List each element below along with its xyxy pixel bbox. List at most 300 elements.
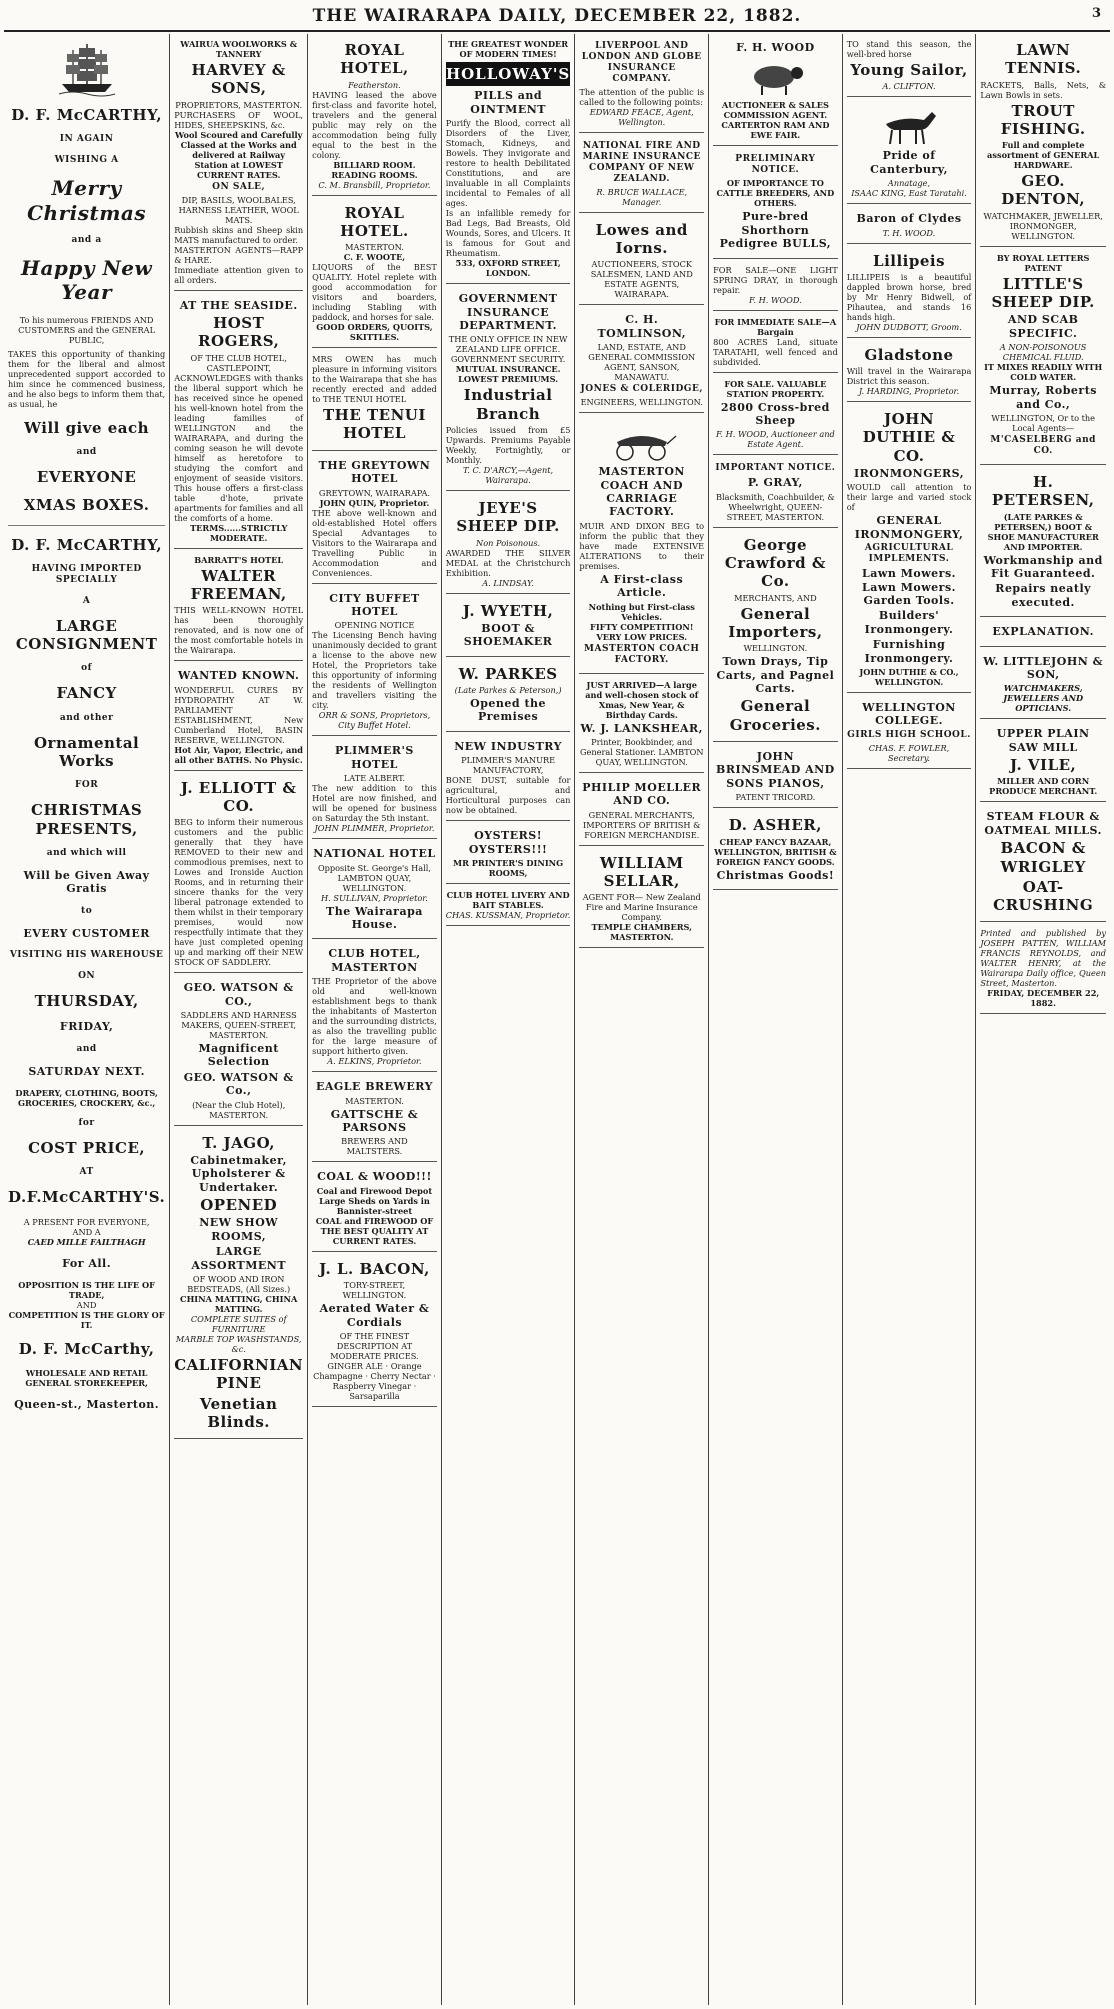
ad-heading: FIFTY COMPETITION! — [590, 621, 694, 632]
ad-title: Pride of Canterbury, — [870, 149, 948, 176]
mccarthy-line: LARGE CONSIGNMENT — [15, 616, 158, 654]
ad-baron — [847, 207, 972, 243]
ad-subtitle: AGENT FOR— New Zealand Fire and Marine Insurance Company. — [582, 892, 701, 923]
ad-heading: Nothing but First-class Vehicles. — [588, 601, 695, 622]
ad-heading: Lawn Mowers. Lawn Mowers. Garden Tools. — [862, 567, 956, 607]
ad-title: CLUB HOTEL LIVERY AND BAIT STABLES. — [446, 889, 570, 910]
ad-signature: EDWARD FEACE, Agent, Wellington. — [589, 106, 694, 127]
ad-heading: General Importers, — [728, 604, 823, 641]
ad-body: THE Proprietor of the above old and well-known establishment begs to thank the inhabitants of Masterton and the surrounding districts, as also the travelling public for the large measure of support hitherto given. — [312, 976, 437, 1057]
mccarthy-line: A PRESENT FOR EVERYONE, — [23, 1216, 150, 1227]
ad-signature: JOHN DUTHIE & CO., WELLINGTON. — [859, 667, 959, 687]
ad-signature: T. H. WOOD. — [882, 227, 936, 238]
ad-subtitle: WELLINGTON, Or to the Local Agents— — [991, 413, 1096, 433]
mccarthy-line: HAVING IMPORTED SPECIALLY — [31, 563, 142, 585]
ad-heading: CARTERTON RAM AND EWE FAIR. — [721, 120, 830, 141]
ad-steam-mills — [980, 805, 1106, 922]
sheep-icon — [740, 57, 810, 97]
mccarthy-line: AND A — [72, 1226, 101, 1237]
ad-title: Gladstone — [864, 345, 954, 364]
ad-heading: NEW SHOW ROOMS, — [199, 1216, 279, 1243]
mccarthy-line: of — [81, 663, 93, 674]
ad-heading: IT MIXES READILY WITH COLD WATER. — [984, 362, 1103, 383]
ad-body: OF WOOD AND IRON BEDSTEADS, (All Sizes.) — [187, 1274, 291, 1295]
ad-greytown — [312, 454, 437, 584]
ad-subtitle: BARRATT'S HOTEL — [194, 554, 284, 565]
ad-heading: The Wairarapa House. — [326, 904, 423, 932]
ad-body: Purify the Blood, correct all Disorders of the Liver, Stomach, Kidneys, and Bowels. They invigorate and restore to health Debilitated Constitutions, and are invaluable in all Complaints incidental to Females of all ages. — [445, 118, 571, 209]
ad-explanation — [980, 620, 1106, 646]
mccarthy-line: and which will — [46, 847, 127, 858]
ad-heading: Builders' Ironmongery. — [864, 609, 954, 636]
ad-subtitle: WATCHMAKERS, JEWELLERS AND OPTICIANS. — [1003, 683, 1084, 714]
ad-title: JEYE'S SHEEP DIP. — [456, 498, 560, 536]
mccarthy-line: FOR — [75, 780, 99, 791]
ad-subtitle: (Late Parkes & Peterson,) — [454, 684, 562, 695]
ad-title: THE TENUI HOTEL — [323, 406, 426, 443]
ad-title: GATTSCHE & PARSONS — [330, 1107, 419, 1135]
ad-subtitle: Full and complete assortment of GENERAL HARDWARE. — [987, 140, 1100, 171]
ad-title: CITY BUFFET HOTEL — [329, 591, 420, 618]
ad-plimmers — [312, 739, 437, 839]
column-6 — [709, 34, 843, 2005]
ad-subtitle: Cabinetmaker, Upholsterer & Undertaker. — [190, 1153, 287, 1194]
ad-heading: AT THE SEASIDE. — [179, 298, 298, 312]
horse-icon — [874, 106, 944, 146]
ad-national — [312, 842, 437, 939]
ad-title: P. GRAY, — [747, 476, 803, 490]
ad-heading: Pure-bred Shorthorn Pedigree BULLS, — [719, 210, 832, 251]
ad-young-sailor — [847, 36, 972, 97]
ad-body: AWARDED THE SILVER MEDAL at the Christchurch Exhibition. — [445, 547, 571, 578]
ad-sellar — [579, 849, 704, 949]
mccarthy-line: and — [76, 447, 97, 458]
ad-heading: Magnificent Selection — [198, 1041, 279, 1069]
ad-heading: ON SALE, — [212, 181, 266, 192]
ad-heading: MR PRINTER'S DINING ROOMS, — [453, 857, 564, 878]
ad-title: OAT-CRUSHING — [993, 877, 1094, 915]
ad-body: The attention of the public is called to the following points: — [579, 86, 705, 107]
ad-tomlinson — [579, 308, 704, 413]
ad-lawn-tennis — [980, 36, 1106, 247]
ad-body: BONE DUST, suitable for agricultural, and Horticultural purposes can now be obtained. — [445, 775, 571, 816]
ad-geo-watson — [174, 976, 303, 1125]
ad-heading: BILLIARD ROOM. READING ROOMS. — [331, 159, 418, 180]
ad-heading: 2800 Cross-bred Sheep — [720, 400, 830, 427]
ad-address: TEMPLE CHAMBERS, MASTERTON. — [591, 922, 692, 943]
ad-subtitle: MERCHANTS, AND — [734, 592, 817, 603]
ad-subtitle: CHEAP FANCY BAZAAR, WELLINGTON, BRITISH & FOREIGN FANCY GOODS. — [714, 836, 837, 867]
ad-body: LILLIPEIS is a beautiful dappled brown horse, bred by Mr Henry Bidwell, of Pihautea, and stands 16 hands high. — [846, 271, 972, 322]
ad-crawford — [713, 531, 838, 742]
ad-signature: CHAS. F. FOWLER, Secretary. — [868, 742, 950, 763]
ad-heading: Industrial Branch — [463, 386, 553, 423]
ad-signature: A. CLIFTON. — [882, 81, 936, 92]
imprint-text: Printed and published by JOSEPH PATTEN, WILLIAM FRANCIS REYNOLDS, and WALTER HENRY, at the Wairarapa Daily office, Queen Street, Masterton. — [980, 928, 1106, 989]
ad-title: F. H. WOOD — [736, 41, 815, 54]
ad-heading: MUTUAL INSURANCE. LOWEST PREMIUMS. — [455, 364, 561, 385]
ad-subtitle: PATENT TRICORD. — [735, 792, 816, 803]
ad-subtitle: MILLER AND CORN PRODUCE MERCHANT. — [989, 776, 1098, 797]
ad-signature: J. HARDING, Proprietor. — [858, 386, 960, 397]
mccarthy-line: Will give each — [24, 418, 150, 437]
ad-body: Will travel in the Wairarapa District this season. — [846, 366, 972, 387]
ad-title: MASTERTON COACH AND CARRIAGE FACTORY. — [598, 465, 685, 519]
ad-lillipeis — [847, 247, 972, 338]
ad-title: Young Sailor, — [850, 61, 968, 79]
ad-host-rogers — [174, 294, 303, 549]
ad-body: MRS OWEN has much pleasure in informing visitors to the Wairarapa that she has recently erected and added to THE TENUI HOTEL — [312, 354, 437, 405]
ad-title: GEO. DENTON, — [1001, 172, 1086, 209]
ad-body: DIP, BASILS, WOOLBALES, HARNESS LEATHER, WOOL MATS. — [178, 194, 299, 225]
ad-subtitle: A NON-POISONOUS CHEMICAL FLUID. — [999, 342, 1087, 363]
ad-wanted-known — [174, 664, 303, 770]
page-number: 3 — [1091, 6, 1102, 21]
column-3 — [308, 34, 442, 2005]
ad-signature: JOHN PLIMMER, Proprietor. — [314, 823, 435, 834]
divider — [8, 525, 165, 526]
ad-body: The Licensing Bench having unanimously decided to grant a license to the above new Hotel, the Proprietors take this opportunity of informing the residents of Wellington and travellers visiting the city. — [312, 630, 437, 711]
ad-title: NATIONAL HOTEL — [313, 847, 436, 861]
ad-heading: Town Drays, Tip Carts, and Pagnel Carts. — [716, 655, 835, 696]
ad-subtitle: Featherston. — [348, 79, 401, 90]
ad-heading: COMPLETE SUITES of FURNITURE — [190, 1314, 287, 1335]
mccarthy-line: AT — [79, 1167, 94, 1178]
ad-subtitle: LAND, ESTATE, AND GENERAL COMMISSION AGENT, SANSON, MANAWATU. — [588, 342, 696, 383]
ad-title: EAGLE BREWERY — [315, 1080, 433, 1094]
ad-title: NEW INDUSTRY — [454, 739, 562, 753]
ad-subtitle: AUCTIONEER & SALES COMMISSION AGENT. — [721, 100, 829, 121]
ad-body: WOULD call attention to their large and varied stock of — [846, 482, 972, 513]
mccarthy-line: IN AGAIN — [59, 134, 114, 145]
mccarthy-line: EVERY CUSTOMER — [23, 926, 150, 940]
ad-body: ACKNOWLEDGES with thanks the liberal support which he has received since he opened his well-known hotel from the leading families of WELLINGTON and the WAIRARAPA, and during the coming season he will devote himself as heretofore to studying the comfort and enjoyment of seaside visitors. This house offers a first-class table d'hote, private apartments for families and all the comforts of a home. — [174, 372, 304, 523]
ad-liverpool — [579, 36, 704, 133]
ad-jago — [174, 1129, 303, 1440]
ad-header: BY ROYAL LETTERS PATENT — [996, 252, 1090, 273]
ad-new-industry — [446, 735, 571, 821]
ad-lankshear — [579, 677, 704, 773]
ad-body: RACKETS, Balls, Nets, & Lawn Bowls in sets. — [980, 79, 1106, 100]
ad-subtitle: BOOT & SHOEMAKER — [463, 621, 553, 649]
ad-title: WILLIAM SELLAR, — [599, 853, 684, 891]
columns — [4, 34, 1110, 2005]
ad-title: TROUT FISHING. — [1000, 101, 1086, 138]
ad-heading: COAL and FIREWOOD OF THE BEST QUALITY AT CURRENT RATES. — [315, 1215, 434, 1246]
xmas-boxes: XMAS BOXES. — [23, 496, 150, 515]
ad-body: Hot Air, Vapor, Electric, and all other BATHS. No Physic. — [174, 744, 303, 765]
mccarthy-line: CAED MILLE FAILTHAGH — [27, 1236, 146, 1247]
mccarthy-line: A — [82, 595, 91, 606]
ad-signature: F. H. WOOD, Auctioneer and Estate Agent. — [716, 429, 835, 450]
ad-saw-mill — [980, 722, 1106, 802]
ad-heading: MARBLE TOP WASHSTANDS, &c. — [175, 1334, 302, 1355]
mccarthy-line: ON — [78, 970, 96, 981]
ad-body: BEG to inform their numerous customers and the public generally that they have REMOVED to their new and commodious premises, next to Lowes and Ironside Auction Rooms, and in returning their sincere thanks for the very liberal patronage extended to them whilst in their temporary premises, would now respectfully intimate that they have just completed opening up and marking off their NEW STOCK OF SADDLERY. — [174, 817, 304, 968]
ad-body: THE above well-known and old-established Hotel offers Special Advantages to Visitors to the Wairarapa and Travelling Public in Accommodation and Conveniences. — [312, 507, 437, 578]
mccarthy-line: AND — [76, 1299, 97, 1310]
ad-heading: IMPORTANT NOTICE. — [715, 463, 836, 474]
ad-title: J. VILE, — [1010, 756, 1077, 775]
ad-title: J. ELLIOTT & CO. — [180, 778, 297, 815]
ad-subtitle: AND SCAB SPECIFIC. — [1007, 313, 1079, 340]
ad-duthie — [847, 405, 972, 693]
mccarthy-line: Queen-st., Masterton. — [14, 1398, 160, 1412]
ad-title: C. H. TOMLINSON, — [597, 313, 687, 340]
column-1 — [4, 34, 170, 2005]
ad-subtitle: GENERAL MERCHANTS, IMPORTERS OF BRITISH & FOREIGN MERCHANDISE. — [583, 809, 701, 840]
ad-heading: PRELIMINARY NOTICE. — [735, 154, 816, 176]
ad-title: WALTER FREEMAN, — [190, 566, 287, 603]
column-2 — [170, 34, 308, 2005]
ad-title: PHILIP MOELLER AND CO. — [582, 780, 702, 808]
ad-lowes-iorns — [579, 216, 704, 306]
mccarthy-line: FRIDAY, — [59, 1020, 114, 1034]
ad-title: HOST ROGERS, — [198, 313, 280, 351]
mccarthy-line: Ornamental Works — [33, 733, 140, 770]
ad-asher — [713, 811, 838, 890]
ad-heading: General Groceries. — [729, 697, 821, 734]
ad-subtitle: (Near the Club Hotel), MASTERTON. — [192, 1099, 286, 1120]
ad-heading: UPPER PLAIN SAW MILL — [996, 727, 1090, 754]
column-8 — [976, 34, 1110, 2005]
ad-heading: Opened the Premises — [470, 696, 547, 724]
masthead-rule — [4, 30, 1110, 32]
ad-title: George Crawford & Co. — [724, 535, 826, 591]
ad-subtitle: WELLINGTON. — [743, 643, 808, 654]
ad-title: LAWN TENNIS. — [1005, 41, 1082, 78]
ad-heading: OPENED — [200, 1196, 278, 1215]
ad-title: THE GREYTOWN HOTEL — [318, 458, 431, 486]
ad-body: TO stand this season, the well-bred horse — [846, 39, 972, 59]
ad-signature: C. F. WOOTE, — [343, 252, 406, 263]
ad-title: JOHN DUTHIE & CO. — [862, 410, 956, 465]
ad-preliminary — [713, 149, 838, 258]
ad-jeyes — [446, 494, 571, 594]
ad-heading: PILLS and OINTMENT — [470, 89, 546, 116]
mccarthy-line: COST PRICE, — [28, 1138, 146, 1157]
mccarthy-line: SATURDAY NEXT. — [28, 1064, 145, 1078]
ad-title: D. ASHER, — [728, 816, 822, 835]
ad-subtitle: OF THE CLUB HOTEL, CASTLEPOINT, — [190, 352, 287, 373]
mccarthy-line: For All. — [62, 1256, 112, 1270]
ad-title: ROYAL HOTEL. — [340, 203, 409, 240]
ad-title: PLIMMER'S HOTEL — [335, 744, 414, 771]
ad-coal-wood — [312, 1165, 437, 1251]
ad-subtitle: Annatage, — [887, 178, 931, 189]
ad-body: MASTERTON AGENTS—RAPP & HARE. — [174, 244, 304, 265]
ad-body: 800 ACRES Land, situate TARATAHI, well fenced and subdivided. — [713, 336, 838, 367]
ad-title: JONES & COLERIDGE, — [580, 384, 703, 395]
mccarthy-line: VISITING HIS WAREHOUSE — [9, 949, 164, 960]
ad-body: OF THE FINEST DESCRIPTION AT MODERATE PRICES. — [330, 1330, 419, 1361]
mccarthy-line: D.F.McCARTHY'S. — [8, 1188, 166, 1207]
mccarthy-line: and a — [71, 235, 102, 246]
ad-body: Immediate attention given to all orders. — [174, 264, 304, 285]
ad-title: Lowes and Iorns. — [595, 220, 688, 258]
masthead — [0, 6, 1114, 26]
ad-subtitle: WATCHMAKER, JEWELLER, IRONMONGER, WELLINGTON. — [983, 210, 1103, 241]
imprint — [980, 925, 1106, 1014]
ad-heading: WANTED KNOWN. — [177, 669, 300, 683]
ad-subtitle: Blacksmith, Coachbuilder, & Wheelwright, QUEEN-STREET, MASTERTON. — [716, 491, 835, 522]
ad-city-buffet — [312, 587, 437, 737]
ad-subtitle: OPENING NOTICE — [334, 620, 415, 631]
ad-title: Baron of Clydes — [856, 212, 962, 226]
carriage-icon — [607, 422, 677, 462]
mccarthy-line: to — [81, 905, 93, 916]
ad-spring-dray — [713, 262, 838, 311]
ad-petersen — [980, 468, 1106, 617]
ad-subtitle: TORY-STREET, WELLINGTON. — [342, 1280, 407, 1301]
ad-bargain — [713, 314, 838, 373]
ad-title: CLUB HOTEL, MASTERTON — [328, 947, 421, 974]
ad-subtitle: AUCTIONEERS, STOCK SALESMEN, LAND AND ESTATE AGENTS, WAIRARAPA. — [590, 259, 693, 300]
ad-elliott — [174, 774, 303, 974]
ad-signature: ORR & SONS, Proprietors, City Buffet Hotel. — [318, 710, 431, 731]
ad-wyeth — [446, 597, 571, 657]
ad-heading: OF IMPORTANCE TO CATTLE BREEDERS, AND OTHERS. — [716, 178, 835, 209]
ad-heading: A First-class Article. — [600, 572, 684, 600]
mccarthy-line: DRAPERY, CLOTHING, BOOTS, GROCERIES, CROCKERY, &c., — [15, 1087, 158, 1108]
ad-littlejohn — [980, 650, 1106, 720]
merry-christmas: Merry Christmas — [27, 176, 147, 225]
ad-title: WELLINGTON COLLEGE. — [862, 701, 956, 728]
ad-heading: OYSTERS! OYSTERS!!! — [468, 829, 548, 856]
ad-signature: T. C. D'ARCY,—Agent, Wairarapa. — [463, 464, 554, 485]
ad-title: HARVEY & SONS, — [191, 61, 286, 98]
ad-body: HAVING leased the above first-class and favorite hotel, travelers and the general public may rely on the accommodation being fully equal to the best in the colony. — [312, 89, 437, 160]
mccarthy-line: FANCY — [56, 684, 117, 703]
ad-heading: TERMS......STRICTLY MODERATE. — [190, 522, 288, 543]
ad-tenui — [312, 351, 437, 451]
ad-subtitle: THE ONLY OFFICE IN NEW ZEALAND LIFE OFFICE. GOVERNMENT SECURITY. — [448, 334, 568, 365]
ad-header: WAIRUA WOOLWORKS & TANNERY — [180, 39, 298, 59]
ad-heading: LARGE ASSORTMENT — [191, 1245, 287, 1272]
ad-brinsmead — [713, 745, 838, 808]
ad-title: STEAM FLOUR & OATMEAL MILLS. — [984, 810, 1102, 837]
ad-heading: Christmas Goods! — [716, 868, 835, 882]
ad-walter-freeman — [174, 552, 303, 662]
ad-heading: AGRICULTURAL IMPLEMENTS. — [864, 543, 954, 565]
ad-heading: FOR IMMEDIATE SALE—A Bargain — [714, 316, 837, 337]
mccarthy-line: THURSDAY, — [34, 991, 139, 1010]
mccarthy-line: and other — [59, 712, 114, 723]
ad-title: COAL & WOOD!!! — [317, 1170, 432, 1184]
ad-title: W. LITTLEJOHN & SON, — [983, 654, 1104, 681]
ad-title: NATIONAL FIRE AND MARINE INSURANCE COMPANY OF NEW ZEALAND. — [582, 140, 701, 184]
ad-subtitle: (LATE PARKES & PETERSEN,) BOOT & SHOE MANUFACTURER AND IMPORTER. — [987, 511, 1099, 552]
ad-title: H. PETERSEN, — [991, 472, 1095, 510]
happy-new-year: Happy New Year — [21, 255, 153, 305]
ad-national-fire — [579, 136, 704, 213]
ad-signature: JOHN QUIN, Proprietor. — [319, 497, 430, 508]
ad-signature: A. ELKINS, Proprietor. — [327, 1056, 422, 1067]
ad-subtitle: LATE ALBERT. — [343, 773, 406, 784]
ad-heading: CHINA MATTING, CHINA MATTING. — [180, 1294, 298, 1315]
ad-livery — [446, 887, 571, 926]
mccarthy-line: WHOLESALE AND RETAIL GENERAL STOREKEEPER, — [25, 1368, 148, 1389]
ad-body: FOR SALE—ONE LIGHT SPRING DRAY, in thorough repair. — [713, 264, 838, 295]
ad-body: LIQUORS of the BEST QUALITY. Hotel replete with good accommodation for visitors and boarders, including Stabling with paddock, and horses for sale. — [312, 262, 437, 323]
ad-signature: H. SULLIVAN, Proprietor. — [321, 892, 428, 903]
ad-heading: FOR SALE. VALUABLE STATION PROPERTY. — [724, 378, 827, 399]
ad-title: Lillipeis — [873, 251, 946, 270]
ad-heading: GOOD ORDERS, QUOITS, SKITTLES. — [316, 322, 433, 343]
ship-icon — [57, 40, 117, 96]
ad-heading: GENERAL IRONMONGERY, — [854, 514, 964, 541]
ad-title: J. WYETH, — [462, 601, 554, 620]
ad-signature: JOHN DUDBOTT, Groom. — [856, 321, 962, 332]
ad-heading: Coal and Firewood Depot — [316, 1185, 433, 1196]
ad-subtitle: GREYTOWN, WAIRARAPA. — [318, 487, 431, 498]
ad-parkes — [446, 660, 571, 732]
mccarthy-line: OPPOSITION IS THE LIFE OF TRADE, — [18, 1279, 155, 1300]
ad-heading: Large Sheds on Yards in Bannister-street — [319, 1195, 430, 1216]
ad-signature: M'CASELBERG and CO. — [990, 435, 1096, 456]
ad-subtitle: Opposite St. George's Hall, LAMBTON QUAY, WELLINGTON. — [317, 862, 431, 893]
ad-header: THE GREATEST WONDER OF MODERN TIMES! — [448, 39, 569, 59]
ad-gray — [713, 458, 838, 527]
ad-royal-featherston — [312, 36, 437, 196]
ad-heading: Aerated Water & Cordials — [319, 1302, 430, 1329]
ad-subtitle: IRONMONGERS, — [854, 467, 965, 480]
ad-body: MUIR AND DIXON BEG to inform the public that they have made EXTENSIVE ALTERATIONS to their premises. — [579, 520, 705, 571]
ad-moeller — [579, 776, 704, 846]
ad-heading: Workmanship and Fit Guaranteed. — [983, 553, 1103, 580]
ad-harvey — [174, 36, 303, 291]
ad-title: BACON & WRIGLEY — [1000, 839, 1086, 876]
ad-subtitle: MASTERTON. — [345, 242, 404, 253]
ad-title: JOHN BRINSMEAD AND SONS PIANOS, — [716, 750, 835, 790]
mccarthy-line: CHRISTMAS PRESENTS, — [31, 801, 143, 838]
ad-title: LITTLE'S SHEEP DIP. — [991, 274, 1095, 312]
ad-body: Policies issued from £5 Upwards. Premiums Payable Weekly, Fortnightly, or Monthly. — [445, 424, 571, 465]
ad-title: GOVERNMENT INSURANCE DEPARTMENT. — [458, 292, 558, 332]
ad-signature: R. BRUCE WALLACE, Manager. — [596, 186, 688, 207]
ad-club-hotel — [312, 942, 437, 1072]
mccarthy-name: D. F. McCARTHY, — [11, 106, 163, 124]
ad-body: Rubbish skins and Sheep skin MATS manufactured to order. — [174, 224, 304, 245]
ad-subtitle: PLIMMER'S MANURE MANUFACTORY, — [461, 755, 556, 776]
mccarthy-line: Will be Given Away Gratis — [23, 868, 150, 896]
ad-heading: Repairs neatly executed. — [995, 582, 1092, 609]
ad-body: WONDERFUL CURES BY HYDROPATHY AT W. PARLIAMENT ESTABLISHMENT, New Cumberland Hotel, BASIN RESERVE, WELLINGTON. — [174, 684, 304, 745]
ad-bacon — [312, 1255, 437, 1407]
holloway-banner: HOLLOWAY'S — [446, 62, 571, 86]
imprint-date: FRIDAY, DECEMBER 22, 1882. — [987, 988, 1100, 1009]
ad-littles-dip — [980, 250, 1106, 465]
ad-title: ROYAL HOTEL, — [340, 41, 409, 78]
ad-heading: CALIFORNIAN PINE — [174, 1356, 304, 1393]
ad-subtitle: GIRLS HIGH SCHOOL. — [847, 729, 971, 740]
ad-title: LIVERPOOL AND LONDON AND GLOBE INSURANCE COMPANY. — [581, 41, 702, 84]
ad-body: THIS WELL-KNOWN HOTEL has been thoroughly renovated, and is now one of the most comfortable hotels in the Wairarapa. — [174, 605, 304, 656]
ad-subtitle: Printer, Bookbinder, and General Stationer. LAMBTON QUAY, WELLINGTON. — [579, 736, 704, 767]
ad-body: PURCHASERS OF WOOL, HIDES, SHEEPSKINS, &c. — [174, 109, 304, 130]
ad-oysters — [446, 824, 571, 884]
ad-title: EXPLANATION. — [992, 625, 1094, 639]
column-5 — [575, 34, 709, 2005]
ad-signature: F. H. WOOD. — [749, 294, 802, 305]
ad-title: Murray, Roberts and Co., — [989, 384, 1097, 411]
ad-eagle-brewery — [312, 1075, 437, 1162]
ad-heading: VERY LOW PRICES. — [596, 631, 688, 642]
ad-subtitle: CHAS. KUSSMAN, Proprietor. — [445, 909, 571, 920]
ad-title: GEO. WATSON & CO., — [183, 981, 294, 1008]
ad-address: 533, OXFORD STREET, LONDON. — [455, 258, 561, 279]
ad-title: W. PARKES — [458, 664, 558, 683]
